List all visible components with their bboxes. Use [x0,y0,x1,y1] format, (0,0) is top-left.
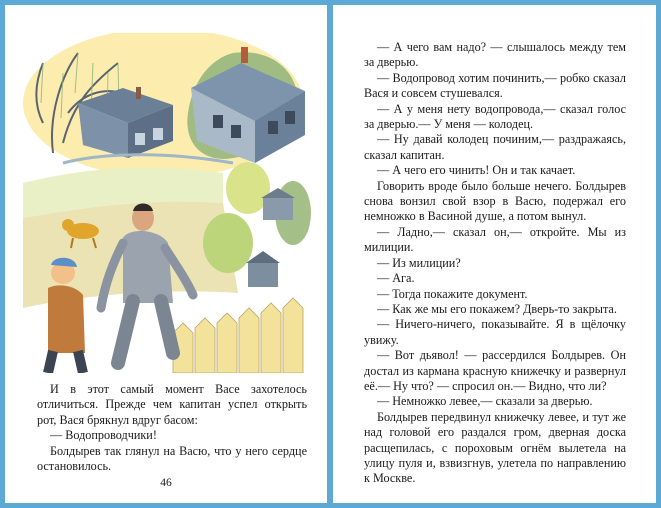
left-page-text [37,382,307,474]
paragraph: — Ничего-ничего, показывайте. Я в щёлочку увижу. [364,317,626,347]
paragraph: — А чего его чинить! Он и так качает. [377,163,576,178]
paragraph: — Вот дьявол! — рассердился Болдырев. Он достал из кармана красную книжечку и развернул её.— Ну что? — спросил он.— Видно, что ли? [364,348,626,393]
village-yard-illustration [23,33,313,373]
left-page [5,5,327,503]
paragraph: — Ага. [377,271,415,286]
paragraph: И в этот самый момент Васе захотелось отличиться. Прежде чем капитан успел открыть рот, Вася брякнул вдруг басом: [37,382,307,427]
paragraph: — Как же мы его покажем? Дверь-то закрыта. [377,301,617,316]
paragraph: — Из милиции? [377,255,461,270]
paragraph: — Немножко левее,— сказали за дверью. [377,394,593,409]
paragraph: Болдырев так глянул на Васю, что у него сердце остановилось. [37,443,307,474]
paragraph: Говорить вроде было больше нечего. Болдырев снова вонзил свой взор в Васю, подержал его немножко в Васиной душе, а потом вынул. [364,178,626,224]
paragraph: — Тогда покажите документ. [377,286,528,301]
paragraph: — А чего вам надо? — слышалось между тем за дверью. [364,40,626,70]
right-page [333,5,656,503]
paragraph: — Ну давай колодец починим,— раздражаясь, сказал капитан. [364,132,626,162]
right-page-text [364,40,626,487]
page-number: 46 [160,477,172,489]
paragraph: — Водопроводчики! [50,428,157,443]
paragraph: — Ладно,— сказал он,— откройте. Мы из милиции. [364,224,626,255]
paragraph: — А у меня нету водопровода,— сказал голос за дверью.— У меня — колодец. [364,101,626,132]
paragraph: — Водопровод хотим починить,— робко сказал Вася и совсем стушевался. [364,70,626,101]
paragraph: Болдырев передвинул книжечку левее, и тут же над головой его раздался гром, дверная доска расщепилась, с пороховым огнём вылетела на улицу пуля и, взвизгнув, улетела по направлению к Москве. [364,409,626,486]
